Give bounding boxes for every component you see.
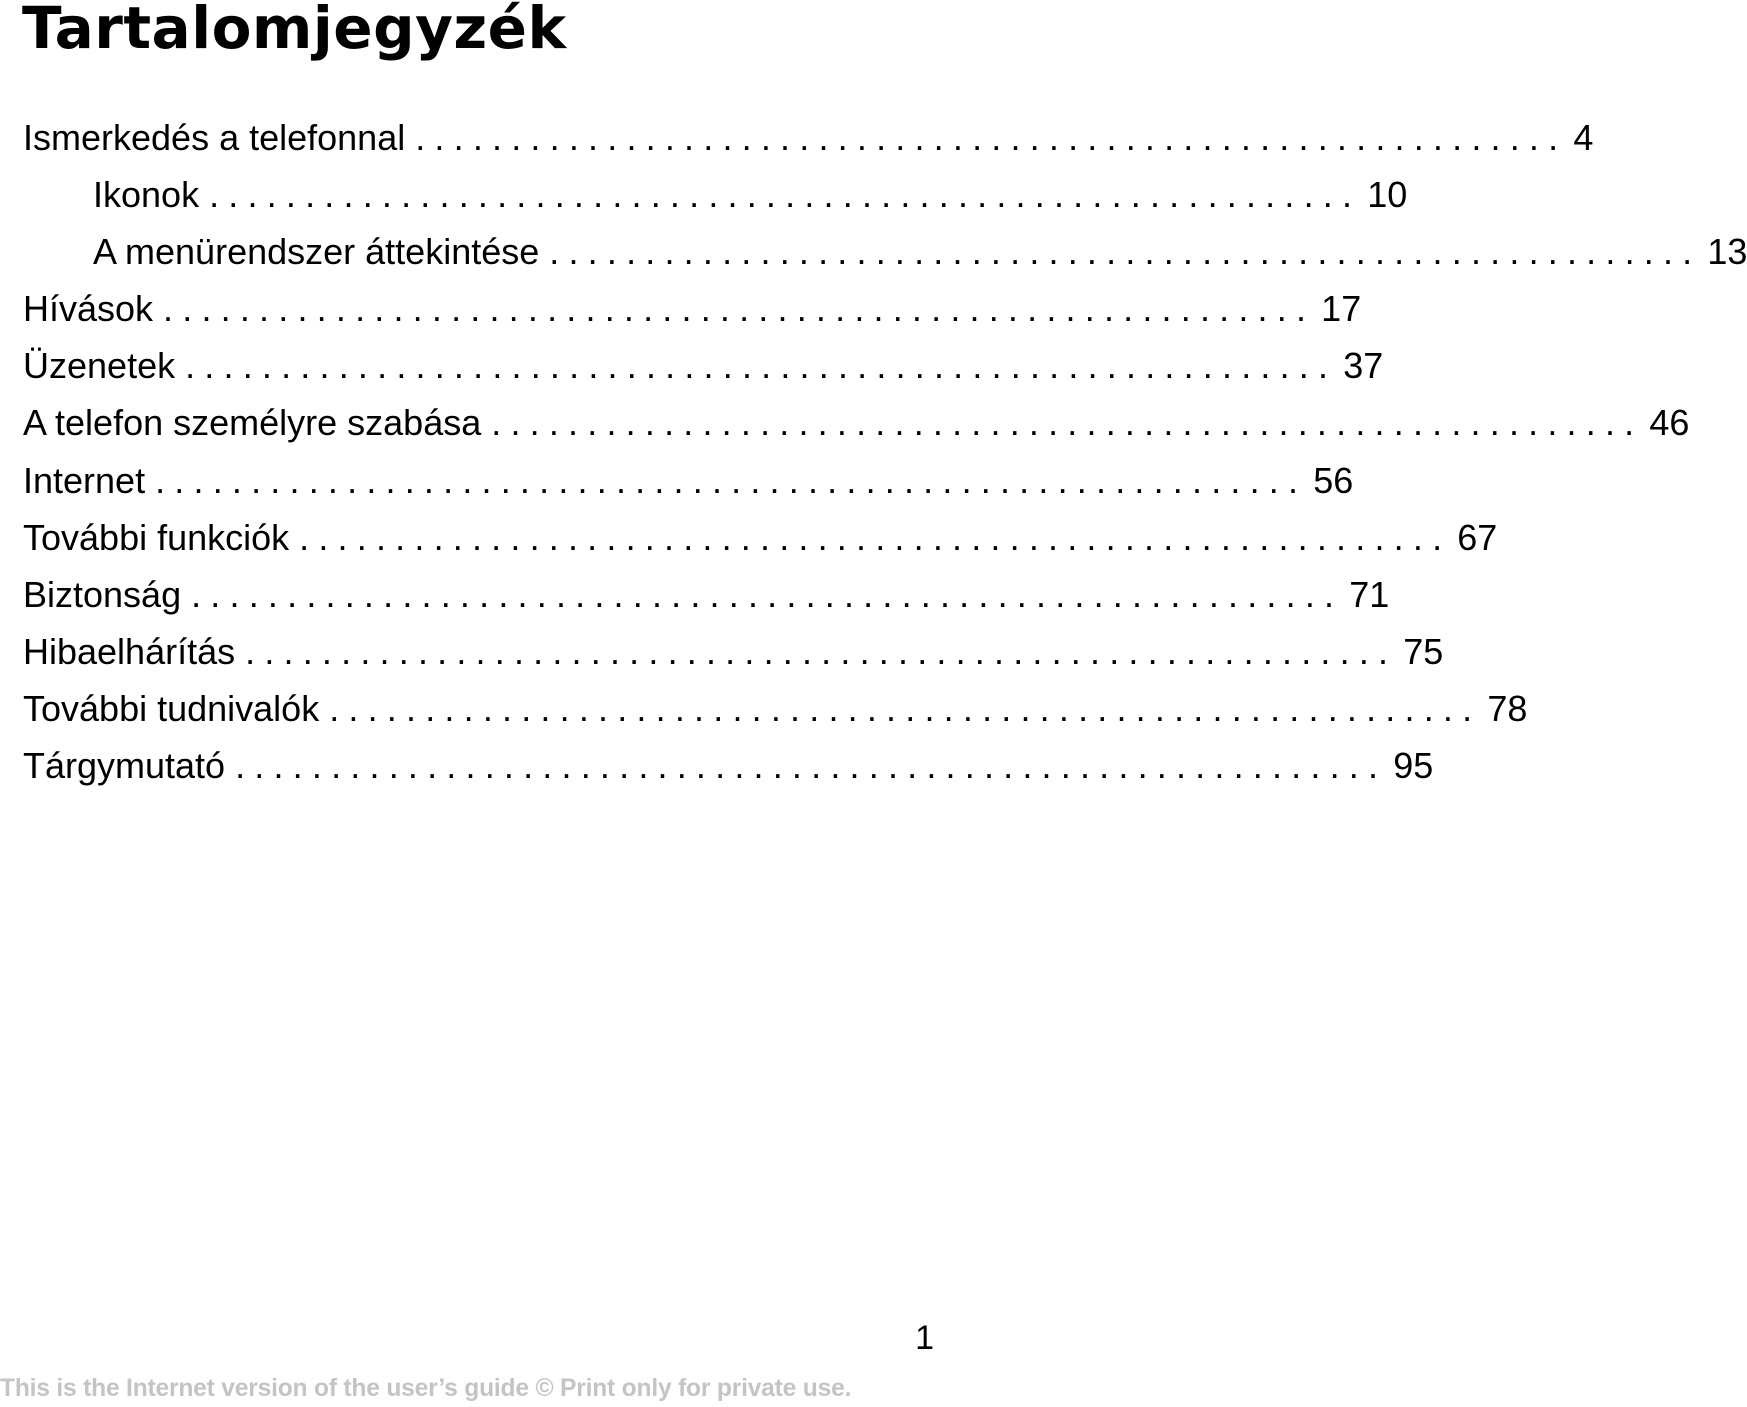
toc-entry-page: 75	[1403, 630, 1444, 672]
toc-entry-label: Ismerkedés a telefonnal	[23, 117, 406, 158]
dot-leader: ............................................................	[209, 174, 1362, 216]
page-title: Tartalomjegyzék	[22, 0, 567, 62]
dot-leader: ............................................................	[185, 345, 1338, 387]
toc-entry-label: Üzenetek	[23, 345, 176, 387]
toc-entry-label: Biztonság	[23, 573, 182, 615]
toc-entry[interactable]	[23, 452, 1354, 509]
dot-leader: ............................................................	[155, 459, 1308, 501]
toc-entry[interactable]	[23, 623, 1444, 680]
toc-entry[interactable]	[23, 223, 1747, 280]
toc-entry-label: Internet	[23, 459, 146, 501]
dot-leader: ............................................................	[245, 630, 1398, 672]
toc-entry[interactable]	[23, 737, 1434, 794]
toc-entry-label: Tárgymutató	[23, 745, 226, 787]
toc-entry-label: A menürendszer áttekintése	[93, 231, 540, 273]
footer-notice: This is the Internet version of the user’s guide © Print only for private use.	[0, 1375, 852, 1402]
toc-entry-page: 95	[1393, 745, 1434, 787]
dot-leader: ............................................................	[549, 231, 1702, 273]
toc-entry[interactable]	[23, 109, 1594, 166]
dot-leader: ............................................................	[191, 573, 1344, 615]
toc-entry-page: 10	[1367, 174, 1408, 216]
toc-entry-page: 67	[1457, 516, 1498, 558]
toc-entry[interactable]	[23, 566, 1390, 623]
toc-entry-label: Hibaelhárítás	[23, 630, 236, 672]
toc-entry[interactable]	[23, 394, 1690, 451]
toc-entry-page: 46	[1649, 402, 1690, 444]
toc-entry-page: 13	[1707, 231, 1747, 273]
toc-entry[interactable]	[23, 280, 1362, 337]
toc-entry-page: 17	[1321, 288, 1362, 330]
toc-entry-label: Ikonok	[93, 174, 200, 216]
toc-entry[interactable]	[23, 337, 1384, 394]
toc-entry-label: Hívások	[23, 288, 154, 330]
dot-leader: ............................................................	[299, 516, 1452, 558]
toc-entry[interactable]	[23, 680, 1528, 737]
dot-leader: ............................................................	[235, 745, 1388, 787]
toc-entry-page: 4	[1573, 117, 1594, 158]
toc-entry[interactable]	[23, 166, 1408, 223]
toc-entry-page: 37	[1343, 345, 1384, 387]
toc-entry-label: A telefon személyre szabása	[23, 402, 482, 444]
toc-entry[interactable]	[23, 509, 1498, 566]
page-number: 1	[915, 1319, 934, 1357]
dot-leader: ............................................................	[329, 687, 1482, 729]
toc-entry-page: 78	[1487, 687, 1528, 729]
dot-leader: ............................................................	[163, 288, 1316, 330]
toc-entry-page: 71	[1349, 573, 1390, 615]
dot-leader: ............................................................	[415, 117, 1568, 158]
toc-entry-page: 56	[1313, 459, 1354, 501]
dot-leader: ............................................................	[491, 402, 1644, 444]
toc-entry-label: További tudnivalók	[23, 687, 320, 729]
table-of-contents	[23, 109, 1747, 794]
toc-entry-label: További funkciók	[23, 516, 290, 558]
